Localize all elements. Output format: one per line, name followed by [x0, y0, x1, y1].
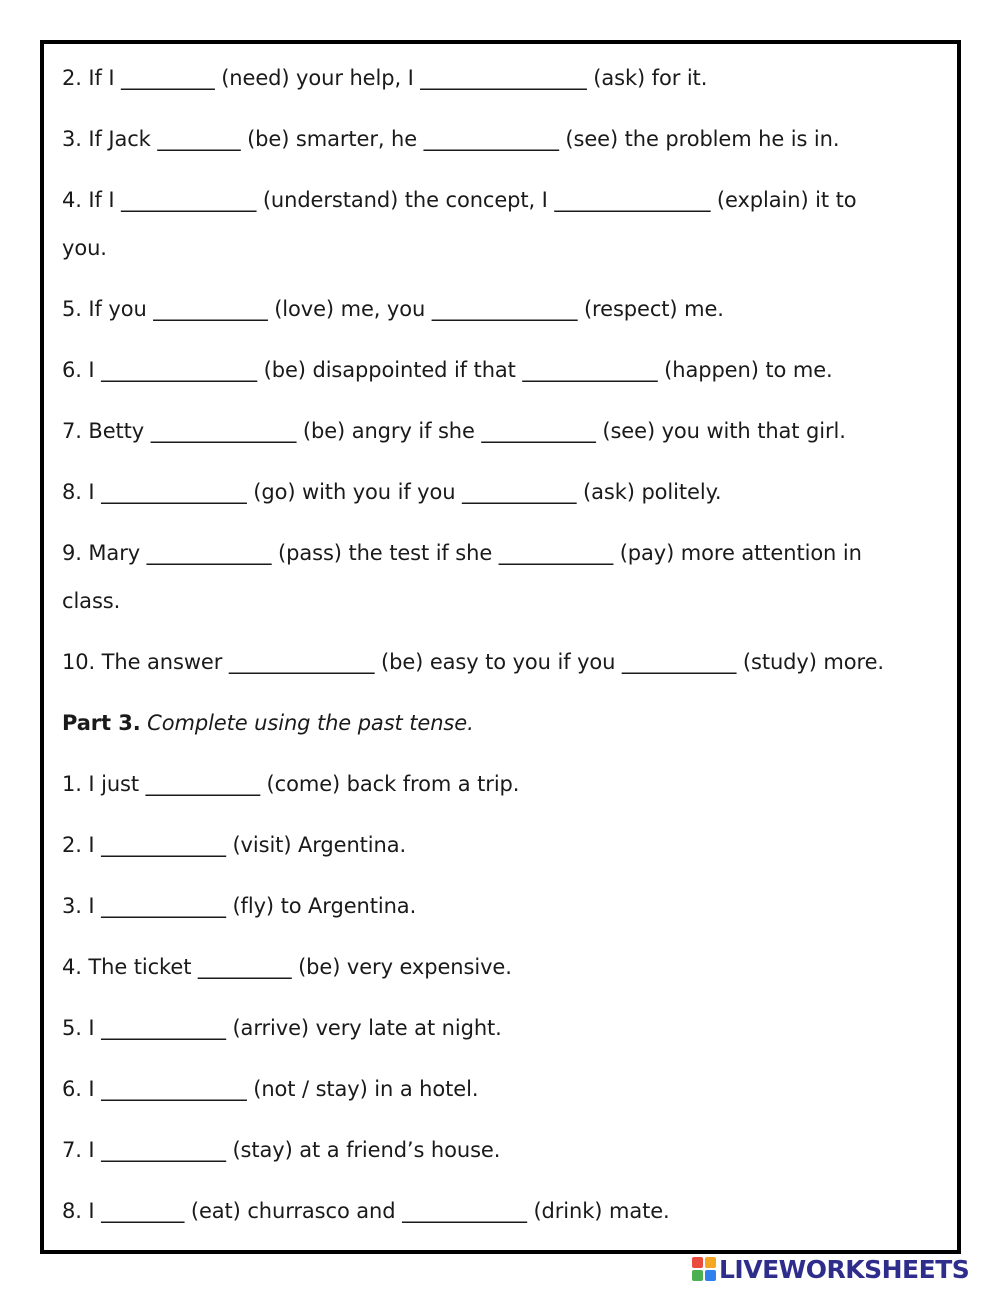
- exercise-line: 7. I ____________ (stay) at a friend’s house.: [62, 1138, 501, 1162]
- exercise-line: 6. I ______________ (not / stay) in a hotel.: [62, 1077, 479, 1101]
- exercise-line: 2. I ____________ (visit) Argentina.: [62, 833, 407, 857]
- exercise-line: 10. The answer ______________ (be) easy to you if you ___________ (study) more.: [62, 650, 884, 674]
- exercise-line: 8. I ______________ (go) with you if you ___________ (ask) politely.: [62, 480, 722, 504]
- exercise-line: 4. The ticket _________ (be) very expensive.: [62, 955, 512, 979]
- exercise-line: 9. Mary ____________ (pass) the test if she ___________ (pay) more attention in: [62, 541, 862, 565]
- exercise-line: 7. Betty ______________ (be) angry if she ___________ (see) you with that girl.: [62, 419, 846, 443]
- exercise-line: 3. If Jack ________ (be) smarter, he _____________ (see) the problem he is in.: [62, 127, 840, 151]
- exercise-line: 5. If you ___________ (love) me, you ______________ (respect) me.: [62, 297, 724, 321]
- exercise-line-continuation: you.: [62, 236, 107, 260]
- exercise-line: 3. I ____________ (fly) to Argentina.: [62, 894, 417, 918]
- part3-instruction: Complete using the past tense.: [147, 711, 474, 735]
- worksheet-frame: [40, 40, 961, 1254]
- exercise-line: 2. If I _________ (need) your help, I ________________ (ask) for it.: [62, 66, 708, 90]
- exercise-line: 4. If I _____________ (understand) the concept, I _______________ (explain) it to: [62, 188, 857, 212]
- exercise-line: 5. I ____________ (arrive) very late at night.: [62, 1016, 502, 1040]
- liveworksheets-logo: [692, 1254, 969, 1284]
- exercise-line: 1. I just ___________ (come) back from a trip.: [62, 772, 520, 796]
- exercise-line: 8. I ________ (eat) churrasco and ____________ (drink) mate.: [62, 1199, 670, 1223]
- liveworksheets-logo-icon: [692, 1257, 716, 1281]
- part3-heading: [62, 709, 474, 737]
- exercise-line: 6. I _______________ (be) disappointed if that _____________ (happen) to me.: [62, 358, 833, 382]
- brand-name: LIVEWORKSHEETS: [719, 1254, 970, 1284]
- exercise-line-continuation: class.: [62, 589, 121, 613]
- part3-label: Part 3.: [62, 711, 141, 735]
